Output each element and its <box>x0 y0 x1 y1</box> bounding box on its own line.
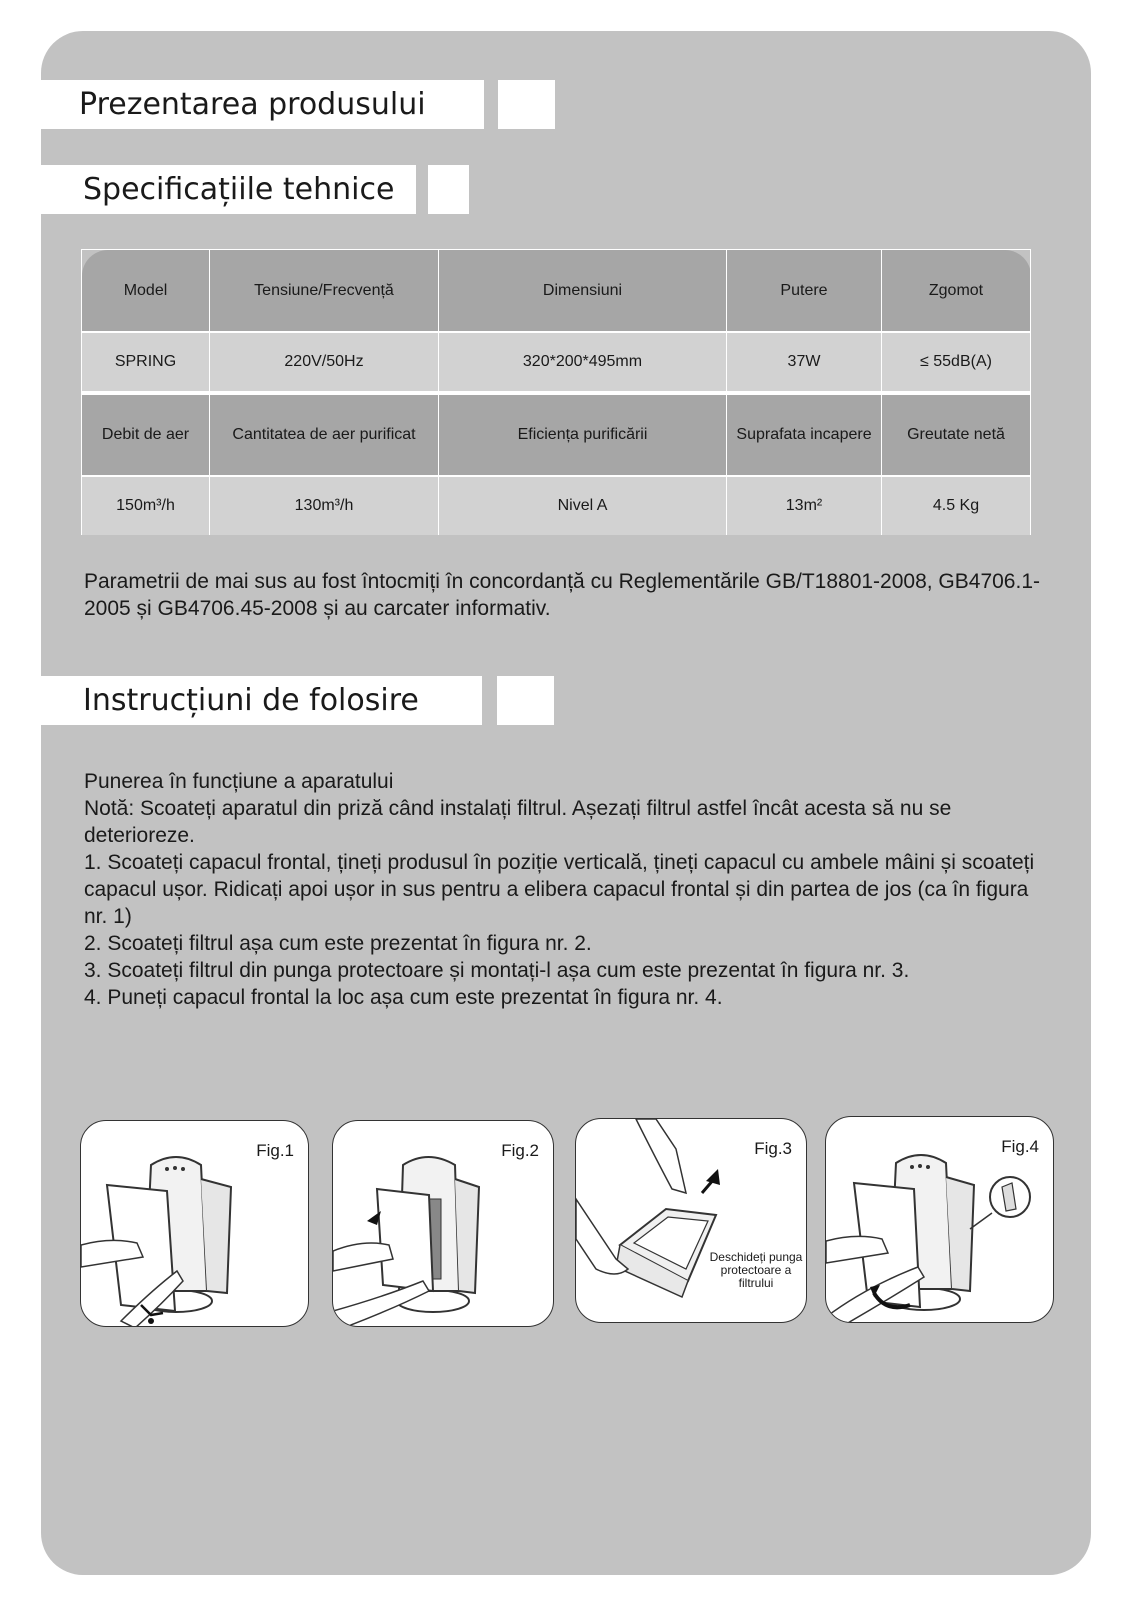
section-title-specs: Specificațiile tehnice <box>41 165 416 214</box>
instruction-step: 4. Puneți capacul frontal la loc așa cum este prezentat în figura nr. 4. <box>84 986 723 1009</box>
table-cell: 13m² <box>727 476 882 535</box>
table-cell: SPRING <box>82 332 210 393</box>
specs-note: Parametrii de mai sus au fost întocmiți în concordanță cu Reglementările GB/T18801-2008, GB4706.1-2005 și GB4706.45-2008 și au carcater informativ. <box>84 570 1040 620</box>
instructions-heading: Punerea în funcțiune a aparatului <box>84 770 394 793</box>
instructions-text <box>84 768 1044 1011</box>
specs-table <box>81 249 1031 535</box>
table-cell: Eficiența purificării <box>439 393 727 476</box>
table-cell: Zgomot <box>882 250 1031 333</box>
figure-4 <box>825 1116 1054 1323</box>
table-cell: Greutate netă <box>882 393 1031 476</box>
table-cell: 4.5 Kg <box>882 476 1031 535</box>
table-cell: Suprafata incapere <box>727 393 882 476</box>
table-cell: Model <box>82 250 210 333</box>
table-cell: Cantitatea de aer purificat <box>210 393 439 476</box>
table-cell: ≤ 55dB(A) <box>882 332 1031 393</box>
figure-label: Fig.3 <box>754 1139 792 1158</box>
instruction-step: 3. Scoateți filtrul din punga protectoare și montați-l așa cum este prezentat în figura nr. 3. <box>84 959 910 982</box>
section-title-box <box>497 676 554 725</box>
page-panel <box>41 31 1091 1575</box>
table-row <box>82 476 1031 535</box>
table-cell: 320*200*495mm <box>439 332 727 393</box>
table-cell: Dimensiuni <box>439 250 727 333</box>
table-cell: Debit de aer <box>82 393 210 476</box>
instruction-step: 2. Scoateți filtrul așa cum este prezentat în figura nr. 2. <box>84 932 592 955</box>
table-cell: 150m³/h <box>82 476 210 535</box>
table-cell: 220V/50Hz <box>210 332 439 393</box>
figure-label: Fig.1 <box>256 1141 294 1160</box>
figure-caption: Deschideți punga protectoare a filtrului <box>709 1250 803 1290</box>
figure-1 <box>80 1120 309 1327</box>
figure-label: Fig.4 <box>1001 1137 1039 1156</box>
section-title-instructions: Instrucțiuni de folosire <box>41 676 482 725</box>
figure-2 <box>332 1120 554 1327</box>
table-row <box>82 332 1031 393</box>
table-cell: Putere <box>727 250 882 333</box>
table-cell: Nivel A <box>439 476 727 535</box>
table-row <box>82 393 1031 476</box>
table-cell: 37W <box>727 332 882 393</box>
instruction-step: 1. Scoateți capacul frontal, țineți produsul în poziție verticală, țineți capacul cu ambele mâini și scoateți capacul ușor. Ridicați apoi ușor in sus pentru a elibera capacul frontal și din partea de jos (ca în figura nr. 1) <box>84 851 1035 928</box>
table-cell: 130m³/h <box>210 476 439 535</box>
section-title-box <box>498 80 555 129</box>
figure-label: Fig.2 <box>501 1141 539 1160</box>
section-title-box <box>428 165 469 214</box>
section-title-presentation: Prezentarea produsului <box>41 80 484 129</box>
instructions-note: Notă: Scoateți aparatul din priză când instalați filtrul. Așezați filtrul astfel încât acesta să nu se deterioreze. <box>84 797 952 847</box>
table-row <box>82 250 1031 333</box>
table-cell: Tensiune/Frecvență <box>210 250 439 333</box>
figure-3 <box>575 1118 807 1323</box>
